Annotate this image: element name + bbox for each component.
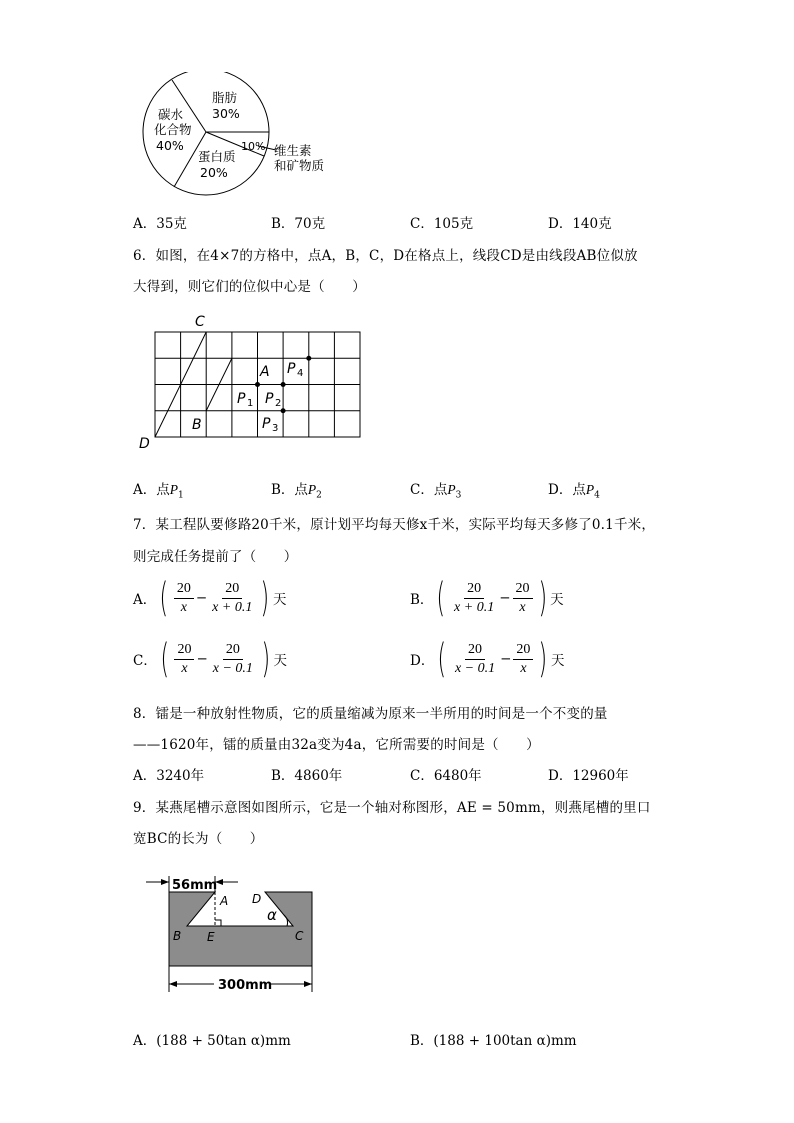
label-a: A xyxy=(220,894,229,908)
label-a: A xyxy=(260,364,270,380)
pie-pct-protein: 20% xyxy=(200,165,228,180)
q9-option-a[interactable]: A．(188 + 50tan α)mm xyxy=(133,1033,291,1049)
nutrition-pie-chart xyxy=(140,72,350,202)
label-d: D xyxy=(139,436,150,450)
label-b: B xyxy=(173,929,182,943)
point-a xyxy=(255,382,260,387)
q5-option-d[interactable]: D．140克 xyxy=(548,216,612,232)
label-p4: P xyxy=(287,361,296,377)
pie-pct-vit: 10% xyxy=(241,140,266,153)
label-b: B xyxy=(192,417,202,433)
label-e: E xyxy=(207,930,215,944)
pie-pct-fat: 30% xyxy=(212,106,240,121)
q7-option-c[interactable]: C． ( $\frac{20}{x}$ − $\frac{20}{x - 0.1}$ ) 天 xyxy=(133,636,288,682)
q7-stem-line2: 则完成任务提前了（ ） xyxy=(133,549,298,565)
pie-label-carb-2: 化合物 xyxy=(154,122,192,137)
label-c: C xyxy=(195,314,205,330)
q8-stem-line2: ——1620年，镭的质量由32a变为4a，它所需要的时间是（ ） xyxy=(133,737,540,753)
point-p4 xyxy=(306,356,311,361)
q7-option-a[interactable]: A． ( $\frac{20}{x}$ − $\frac{20}{x + 0.1}$ ) 天 xyxy=(133,575,287,621)
dim-top-56mm: 56mm xyxy=(172,878,218,893)
pie-label-fat: 脂肪 xyxy=(212,90,238,105)
pie-pct-carb: 40% xyxy=(156,138,184,153)
q8-option-c[interactable]: C．6480年 xyxy=(410,768,482,784)
q7-stem-line1: 7．某工程队要修路20千米，原计划平均每天修x千米，实际平均每天多修了0.1千米， xyxy=(133,517,656,533)
q7-option-d[interactable]: D． ( $\frac{20}{x - 0.1}$ − $\frac{20}{x}$ ) 天 xyxy=(410,636,565,682)
point-p2 xyxy=(281,382,286,387)
point-p3 xyxy=(281,408,286,413)
pie-label-vit-2: 和矿物质 xyxy=(274,158,325,173)
q9-stem-line2: 宽BC的长为（ ） xyxy=(133,831,264,847)
svg-text:2: 2 xyxy=(275,398,282,409)
q6-option-c[interactable]: C．点$P_3$ xyxy=(410,482,462,501)
q6-option-b[interactable]: B．点$P_2$ xyxy=(271,482,322,501)
q8-stem-line1: 8．镭是一种放射性物质，它的质量缩减为原来一半所用的时间是一个不变的量 xyxy=(133,706,608,722)
label-c: C xyxy=(295,929,304,943)
q6-stem-line2: 大得到，则它们的位似中心是（ ） xyxy=(133,279,366,295)
q9-stem-line1: 9．某燕尾槽示意图如图所示，它是一个轴对称图形，AE = 50mm，则燕尾槽的里口 xyxy=(133,800,651,816)
label-p2: P xyxy=(265,391,274,407)
dim-bottom-300mm: 300mm xyxy=(218,978,273,993)
svg-text:4: 4 xyxy=(297,368,304,379)
label-d: D xyxy=(252,892,262,906)
q5-option-b[interactable]: B．70克 xyxy=(271,216,326,232)
q8-option-a[interactable]: A．3240年 xyxy=(133,768,205,784)
pie-label-vit-1: 维生素 xyxy=(274,143,312,158)
q7-option-b[interactable]: B． ( $\frac{20}{x + 0.1}$ − $\frac{20}{x}$ ) 天 xyxy=(410,575,564,621)
q6-option-d[interactable]: D．点$P_4$ xyxy=(548,482,600,501)
pie-label-protein: 蛋白质 xyxy=(198,149,236,164)
q6-option-a[interactable]: A．点$P_1$ xyxy=(133,482,184,501)
svg-text:3: 3 xyxy=(272,423,279,434)
q6-stem-line1: 6．如图，在4×7的方格中，点A，B，C，D在格点上，线段CD是由线段AB位似放 xyxy=(133,248,638,264)
label-p3: P xyxy=(262,416,271,432)
q6-grid-figure xyxy=(135,310,375,450)
q5-option-c[interactable]: C．105克 xyxy=(410,216,474,232)
q8-option-d[interactable]: D．12960年 xyxy=(548,768,629,784)
dovetail-body xyxy=(169,892,312,966)
dovetail-groove-figure xyxy=(140,868,330,998)
label-p1: P xyxy=(237,391,246,407)
q8-option-b[interactable]: B．4860年 xyxy=(271,768,343,784)
pie-label-carb-1: 碳水 xyxy=(158,107,184,122)
svg-text:1: 1 xyxy=(247,398,254,409)
q9-option-b[interactable]: B．(188 + 100tan α)mm xyxy=(410,1033,577,1049)
q5-option-a[interactable]: A．35克 xyxy=(133,216,187,232)
label-alpha: α xyxy=(267,906,277,924)
